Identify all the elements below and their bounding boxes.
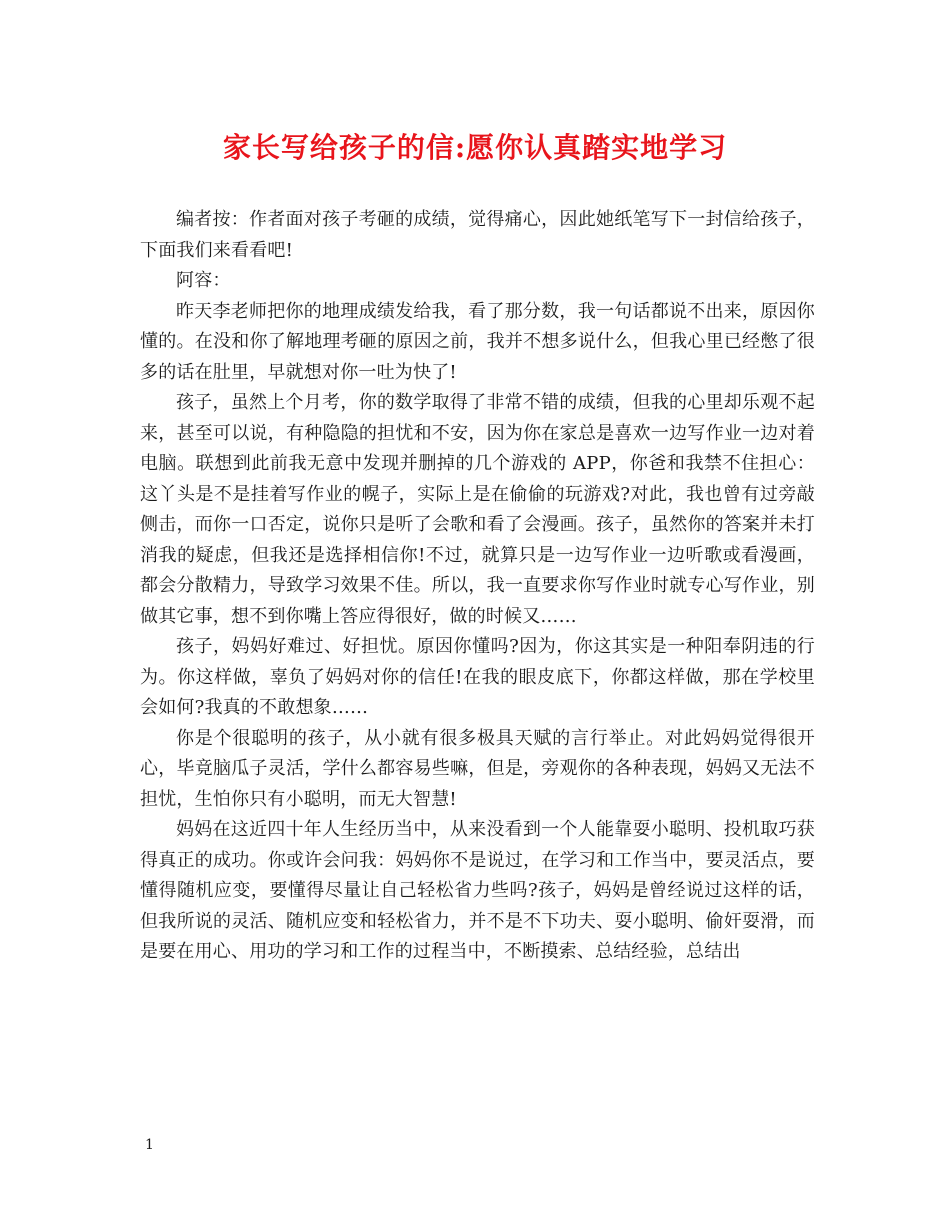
- body-paragraph: 你是个很聪明的孩子，从小就有很多极具天赋的言行举止。对此妈妈觉得很开心，毕竟脑瓜子灵活，学什么都容易些嘛，但是，旁观你的各种表现，妈妈又无法不担忧，生怕你只有小聪明，而无大智慧!: [140, 727, 815, 810]
- editor-note-paragraph: 编者按：作者面对孩子考砸的成绩，觉得痛心，因此她纸笔写下一封信给孩子，下面我们来看看吧!: [140, 209, 815, 261]
- body-paragraph: 昨天李老师把你的地理成绩发给我，看了那分数，我一句话都说不出来，原因你懂的。在没和你了解地理考砸的原因之前，我并不想多说什么，但我心里已经憋了很多的话在肚里，早就想对你一吐为快了!: [140, 300, 815, 383]
- body-paragraph: 孩子，虽然上个月考，你的数学取得了非常不错的成绩，但我的心里却乐观不起来，甚至可以说，有种隐隐的担忧和不安，因为你在家总是喜欢一边写作业一边对着电脑。联想到此前我无意中发现并删掉的几个游戏的 APP，你爸和我禁不住担心：这丫头是不是挂着写作业的幌子，实际上是在偷偷的玩游戏?对此，我也曾有过旁敲侧击，而你一口否定，说你只是听了会歌和看了会漫画。孩子，虽然你的答案并未打消我的疑虑，但我还是选择相信你!不过，就算只是一边写作业一边听歌或看漫画，都会分散精力，导致学习效果不佳。所以，我一直要求你写作业时就专心写作业，别做其它事，想不到你嘴上答应得很好，做的时候又……: [140, 392, 815, 627]
- body-paragraph: 妈妈在这近四十年人生经历当中，从来没看到一个人能靠耍小聪明、投机取巧获得真正的成功。你或许会问我：妈妈你不是说过，在学习和工作当中，要灵活点，要懂得随机应变，要懂得尽量让自己轻松省力些吗?孩子，妈妈是曾经说过这样的话，但我所说的灵活、随机应变和轻松省力，并不是不下功夫、耍小聪明、偷奸耍滑，而是要在用心、用功的学习和工作的过程当中，不断摸索、总结经验，总结出: [140, 819, 815, 962]
- letter-body: [140, 205, 815, 968]
- page-number: 1: [145, 1137, 154, 1153]
- document-title: 家长写给孩子的信:愿你认真踏实地学习: [222, 131, 728, 164]
- body-paragraph: 孩子，妈妈好难过、好担忧。原因你懂吗?因为，你这其实是一种阳奉阴违的行为。你这样做，辜负了妈妈对你的信任!在我的眼皮底下，你都这样做，那在学校里会如何?我真的不敢想象……: [140, 636, 815, 718]
- salutation: 阿容：: [176, 270, 231, 291]
